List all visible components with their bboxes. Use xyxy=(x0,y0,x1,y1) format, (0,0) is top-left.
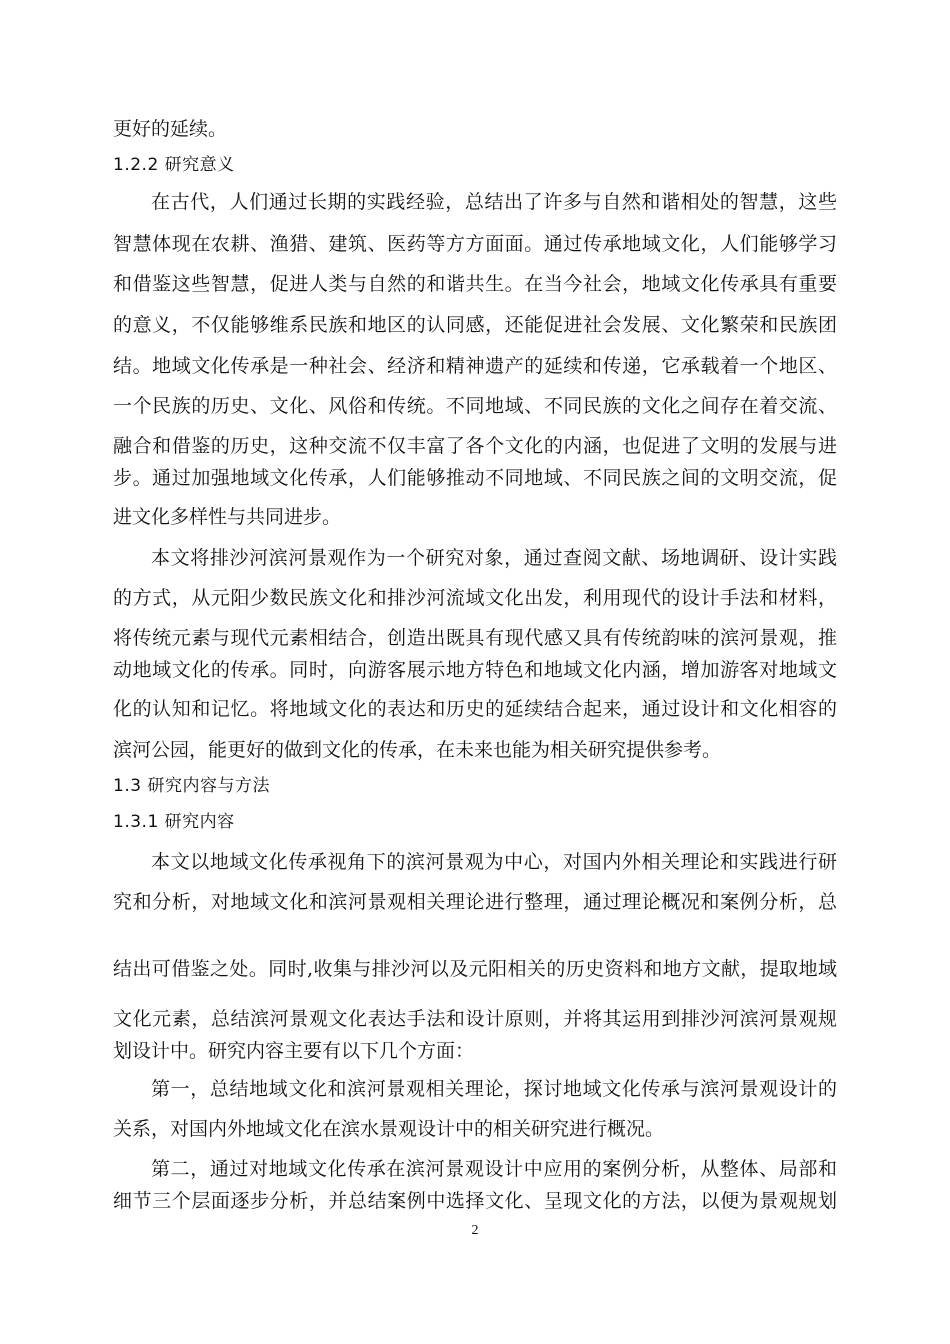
paragraph-line: 结。地域文化传承是一种社会、经济和精神遗产的延续和传递，它承载着一个地区、 xyxy=(113,355,837,377)
paragraph-line: 一个民族的历史、文化、风俗和传统。不同地域、不同民族的文化之间存在着交流、 xyxy=(113,395,837,417)
paragraph-line: 究和分析，对地域文化和滨河景观相关理论进行整理，通过理论概况和案例分析，总 xyxy=(113,891,837,913)
paragraph-line: 将传统元素与现代元素相结合，创造出既具有现代感又具有传统韵味的滨河景观，推 xyxy=(113,627,837,649)
paragraph-line: 滨河公园，能更好的做到文化的传承，在未来也能为相关研究提供参考。 xyxy=(113,739,722,761)
paragraph-line: 融合和借鉴的历史，这种交流不仅丰富了各个文化的内涵，也促进了文明的发展与进 xyxy=(113,435,837,457)
paragraph-line: 在古代，人们通过长期的实践经验，总结出了许多与自然和谐相处的智慧，这些 xyxy=(151,191,837,213)
section-heading-1-2-2: 1.2.2 研究意义 xyxy=(113,155,235,175)
paragraph-line: 本文将排沙河滨河景观作为一个研究对象，通过查阅文献、场地调研、设计实践 xyxy=(151,547,837,569)
paragraph-line: 关系，对国内外地域文化在滨水景观设计中的相关研究进行概况。 xyxy=(113,1118,665,1140)
paragraph-line: 的意义，不仅能够维系民族和地区的认同感，还能促进社会发展、文化繁荣和民族团 xyxy=(113,314,837,336)
paragraph-line: 细节三个层面逐步分析，并总结案例中选择文化、呈现文化的方法，以便为景观规划 xyxy=(113,1190,837,1212)
paragraph-line: 本文以地域文化传承视角下的滨河景观为中心，对国内外相关理论和实践进行研 xyxy=(151,851,837,873)
section-heading-1-3: 1.3 研究内容与方法 xyxy=(113,776,270,796)
paragraph-line: 动地域文化的传承。同时，向游客展示地方特色和地域文化内涵，增加游客对地域文 xyxy=(113,659,837,681)
paragraph-line: 化的认知和记忆。将地域文化的表达和历史的延续结合起来，通过设计和文化相容的 xyxy=(113,698,837,720)
paragraph-line: 文化元素，总结滨河景观文化表达手法和设计原则，并将其运用到排沙河滨河景观规 xyxy=(113,1008,837,1030)
page-number: 2 xyxy=(471,1223,479,1238)
paragraph-line: 进文化多样性与共同进步。 xyxy=(113,506,342,528)
paragraph-line: 步。通过加强地域文化传承，人们能够推动不同地域、不同民族之间的文明交流，促 xyxy=(113,467,837,489)
paragraph-line: 第一，总结地域文化和滨河景观相关理论，探讨地域文化传承与滨河景观设计的 xyxy=(151,1078,837,1100)
paragraph-line: 智慧体现在农耕、渔猎、建筑、医药等方方面面。通过传承地域文化，人们能够学习 xyxy=(113,233,837,255)
paragraph-line: 划设计中。研究内容主要有以下几个方面： xyxy=(113,1040,475,1062)
section-heading-1-3-1: 1.3.1 研究内容 xyxy=(113,812,235,832)
paragraph-line: 结出可借鉴之处。同时,收集与排沙河以及元阳相关的历史资料和地方文献，提取地域 xyxy=(113,958,837,980)
paragraph-line: 和借鉴这些智慧，促进人类与自然的和谐共生。在当今社会，地域文化传承具有重要 xyxy=(113,273,837,295)
paragraph-line: 更好的延续。 xyxy=(113,118,228,140)
paragraph-line: 第二，通过对地域文化传承在滨河景观设计中应用的案例分析，从整体、局部和 xyxy=(151,1158,837,1180)
paragraph-line: 的方式，从元阳少数民族文化和排沙河流域文化出发，利用现代的设计手法和材料， xyxy=(113,587,837,609)
